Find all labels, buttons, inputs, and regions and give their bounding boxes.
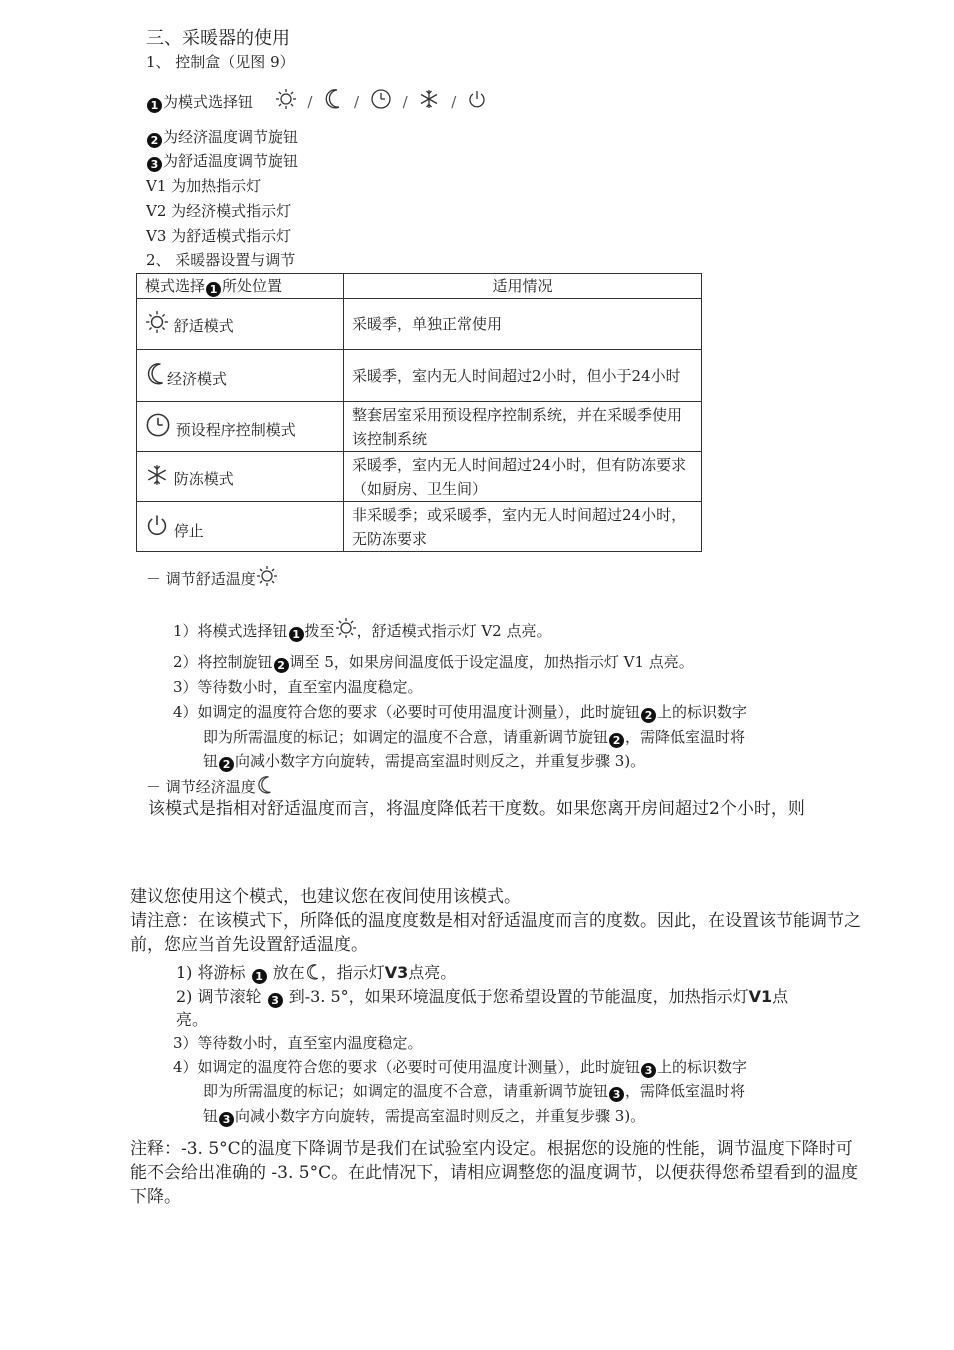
comfort-step-4-line3 [203, 751, 645, 772]
number-badge: 2 [641, 708, 656, 723]
number-badge: 2 [147, 133, 162, 148]
number-badge: 3 [641, 1063, 656, 1078]
mode-cell [137, 299, 344, 350]
mode-cell [137, 502, 344, 552]
indicator-v3: V3 为舒适模式指示灯 [146, 227, 292, 245]
step-text: 调至 5，如果房间温度低于设定温度，加热指示灯 V1 点亮。 [289, 653, 694, 671]
usage-cell: 采暖季，单独正常使用 [344, 299, 702, 350]
number-badge: 2 [609, 733, 624, 748]
number-badge: 1 [147, 98, 162, 113]
step-text: 向减小数字方向旋转，需提高室温时则反之，并重复步骤 3)。 [235, 752, 646, 770]
eco-step-2-line2: 亮。 [176, 1010, 209, 1029]
step-text: 2) 调节滚轮 [176, 987, 262, 1006]
mode-selector-line [146, 88, 487, 113]
number-badge: 1 [206, 282, 221, 297]
eco-step-1 [176, 962, 456, 984]
separator: / [451, 93, 457, 111]
separator: / [307, 93, 313, 111]
sun-icon [335, 617, 357, 639]
table-row [137, 402, 702, 452]
power-icon [467, 88, 487, 110]
step-text: 点 [772, 987, 789, 1006]
moon-icon [305, 963, 321, 981]
step-text: 钮 [203, 752, 219, 770]
eco-paragraph-2: 建议您使用这个模式，也建议您在夜间使用该模式。 [130, 887, 521, 907]
step-text: 放在 [272, 963, 305, 982]
mode-name: 舒适模式 [173, 317, 234, 335]
step-text: 点亮。 [408, 963, 457, 982]
comfort-step-4-line2 [203, 727, 745, 748]
number-badge: 3 [268, 993, 283, 1008]
step-text: 上的标识数字 [657, 1058, 748, 1076]
eco-paragraph-1: 该模式是指相对舒适温度而言，将温度降低若干度数。如果您离开房间超过2个小时，则 [148, 799, 805, 819]
moon-icon [323, 88, 343, 110]
mode-cell [137, 452, 344, 502]
step-text: 即为所需温度的标记；如调定的温度不合意，请重新调节旋钮 [203, 728, 609, 746]
moon-icon [256, 775, 274, 795]
eco-step-3: 3）等待数小时，直至室内温度稳定。 [173, 1034, 423, 1052]
step-text: ，舒适模式指示灯 V2 点亮。 [356, 622, 552, 640]
title-text: － 调节舒适温度 [146, 570, 256, 588]
step-text: ，需降低室温时将 [625, 1082, 746, 1100]
step-text: 钮 [203, 1107, 219, 1125]
eco-paragraph-3: 请注意：在该模式下，所降低的温度度数是相对舒适温度而言的度数。因此，在设置该节能调节之前，您应当首先设置舒适温度。 [130, 911, 861, 955]
section-heading: 三、采暖器的使用 [146, 28, 290, 49]
table-header-mode [137, 274, 344, 299]
step-text: 上的标识数字 [657, 703, 748, 721]
comfort-section-title [146, 565, 278, 589]
step-text: ，需降低室温时将 [625, 728, 746, 746]
separator: / [402, 93, 408, 111]
mode-name: 停止 [173, 521, 204, 540]
snowflake-icon [418, 88, 440, 110]
number-badge: 1 [289, 627, 304, 642]
mode-name: 预设程序控制模式 [175, 420, 296, 439]
mode-cell [137, 402, 344, 452]
comfort-knob-label: 为舒适温度调节旋钮 [163, 152, 299, 170]
comfort-step-4 [173, 702, 747, 723]
table-row [137, 350, 702, 402]
number-badge: 1 [252, 969, 267, 984]
number-badge: 3 [147, 157, 162, 172]
table-header-row [137, 274, 702, 299]
comfort-step-1 [173, 617, 551, 642]
mode-table [136, 273, 702, 552]
number-badge: 2 [274, 658, 289, 673]
step-text: 2）将控制旋钮 [173, 653, 273, 671]
step-text: 4）如调定的温度符合您的要求（必要时可使用温度计测量），此时旋钮 [173, 703, 641, 721]
table-header-usage: 适用情况 [344, 274, 702, 299]
mode-name: 防冻模式 [173, 469, 234, 488]
indicator-v2: V2 为经济模式指示灯 [146, 202, 292, 220]
sun-icon [275, 88, 297, 110]
usage-cell: 采暖季，室内无人时间超过24小时，但有防冻要求（如厨房、卫生间） [344, 452, 702, 502]
number-badge: 2 [219, 757, 234, 772]
indicator-label: V1 [748, 987, 773, 1006]
eco-step-4-line3 [203, 1106, 645, 1127]
subheading-settings: 2、 采暖器设置与调节 [146, 251, 296, 269]
mode-name: 经济模式 [167, 369, 228, 388]
step-text: 拨至 [304, 622, 335, 640]
comfort-step-3: 3）等待数小时，直至室内温度稳定。 [173, 678, 423, 696]
eco-step-4-line2 [203, 1081, 745, 1102]
step-text: 4）如调定的温度符合您的要求（必要时可使用温度计测量），此时旋钮 [173, 1058, 641, 1076]
step-text: 向减小数字方向旋转，需提高室温时则反之，并重复步骤 3)。 [235, 1107, 646, 1125]
header-text: 所处位置 [222, 277, 283, 295]
step-text: 到-3. 5°，如果环境温度低于您希望设置的节能温度，加热指示灯 [288, 987, 749, 1006]
subheading-control-box: 1、 控制盒（见图 9） [146, 53, 295, 71]
economy-knob-line [146, 127, 298, 148]
step-text: 即为所需温度的标记；如调定的温度不合意，请重新调节旋钮 [203, 1082, 609, 1100]
mode-cell [137, 350, 344, 402]
sun-icon [256, 565, 278, 587]
eco-step-4 [173, 1057, 747, 1078]
snowflake-icon [145, 463, 169, 487]
clock-icon [370, 88, 392, 110]
number-badge: 3 [219, 1112, 234, 1127]
separator: / [353, 93, 360, 111]
usage-cell: 整套居室采用预设程序控制系统，并在采暖季使用该控制系统 [344, 402, 702, 452]
step-text: 1）将模式选择钮 [173, 622, 288, 640]
economy-knob-label: 为经济温度调节旋钮 [163, 128, 299, 146]
comfort-knob-line [146, 151, 298, 172]
comfort-step-2 [173, 652, 694, 673]
table-row [137, 502, 702, 552]
mode-selector-label: 为模式选择钮 [163, 93, 254, 111]
step-text: 1) 将游标 [176, 963, 246, 982]
header-text: 模式选择 [145, 277, 206, 295]
usage-cell: 采暖季，室内无人时间超过2小时，但小于24小时 [344, 350, 702, 402]
indicator-v1: V1 为加热指示灯 [146, 177, 262, 195]
number-badge: 3 [609, 1087, 624, 1102]
step-text: ，指示灯 [320, 963, 385, 982]
eco-step-2 [176, 986, 788, 1008]
table-row [137, 299, 702, 350]
clock-icon [145, 412, 171, 438]
usage-cell: 非采暖季；或采暖季，室内无人时间超过24小时，无防冻要求 [344, 502, 702, 552]
eco-section-title [146, 775, 274, 797]
moon-icon [145, 361, 167, 387]
sun-icon [145, 310, 169, 334]
title-text: － 调节经济温度 [146, 778, 256, 796]
table-row [137, 452, 702, 502]
indicator-label: V3 [384, 963, 409, 982]
power-icon [145, 511, 169, 539]
note-paragraph: 注释：-3. 5°C的温度下降调节是我们在试验室内设定。根据您的设施的性能，调节温度下降时可能不会给出准确的 -3. 5°C。在此情况下，请相应调整您的温度调节，以便获得您希望看到的温度下降。 [130, 1139, 859, 1207]
